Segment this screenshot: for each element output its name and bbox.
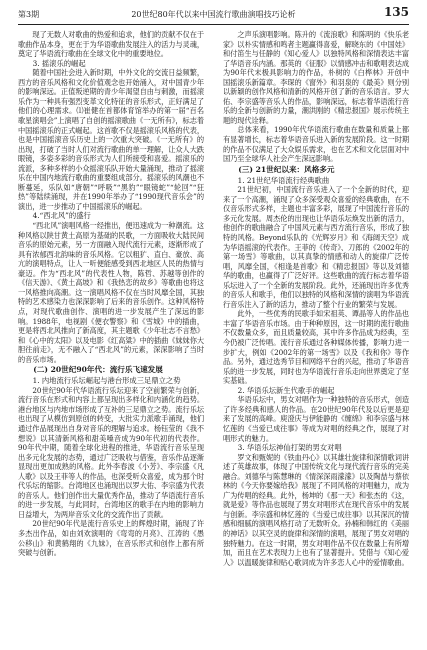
body-paragraph: 21世纪初，中国流行音乐进入了一个全新的时代，迎来了一个高潮，涌现了众多深受观众喜爱的经典歌曲，在不仅音乐形式多样，主题也丰富多彩，展现了中国流行音乐的多元化发展。周杰伦的出现也让华语乐坛焕发出新的活力，他创作的歌曲融合了中国风元素与西方流行音乐，形成了独特的风格。Beyond乐队的《光辉岁月》和《海阔天空》成为华语摇滚的代表作。王菲的《传奇》、刀郎的《2002年的第一场雪》等歌曲，以其真挚的情感和动人的旋律广泛传唱，风靡全国，《相逢是首歌》和《精忠报国》等以及刘德华的歌曲，也赢得了广泛好评。这些歌曲的流行标志着华语乐坛进入了一个全新的发展阶段。此外，还涌现出许多优秀的音乐人和歌手，他们以独特的风格和深情的演唱为华语流行音乐注入了新的活力，推动了整个行业的繁荣与发展。	[223, 185, 409, 309]
body-paragraph: 罗文和甄妮的《铁血丹心》以其雄壮旋律和深情歌词讲述了英雄故事，体现了中国传统文化与现代流行音乐的完美融合。刘德华与陈慧琳的《情深深雨濛濛》以及陶喆与蔡依林的《今天你要嫁给我》展现了不同风格的对唱魅力，成为广为传唱的经典。此外，杨坤的《那一天》和张杰的《这，就是爱》等作品也展现了男女对唱形式在现代音乐中的发展与创新。李宗盛和林忆莲的《当爱已成往事》以其深沉的情感和细腻的演唱风格打动了无数听众。孙楠和韩红的《美丽的神话》以其空灵的旋律和深情的演唱，展现了男女对唱的独特魅力。在这一时期，男女对唱作品不仅在数量上有所增加，而且在艺术表现力上也有了显著提升。凭借与《知心爱人》以温暖旋律和贴心歌词成为许多恋人心中的爱情歌曲。	[223, 452, 409, 567]
subsection-heading: 3. 摇滚乐的崛起	[32, 58, 86, 68]
section-heading: (二) 20世纪90年代：流行乐飞速发展	[33, 365, 163, 375]
body-paragraph: 华语乐坛中，男女对唱作为一种独特的音乐形式，创造了许多经典和感人的作品。在20世纪90年代及以后更是迎来了发展的高峰。庾澄庆与伊能静的《缠绵》和李宗盛与林忆莲的《当爱已成往事》等成为对唱的经典之作，展现了对唱形式的魅力。	[223, 395, 409, 443]
subsection-heading: 3. 华语乐坛神仙打架的男女对唱	[237, 443, 342, 453]
body-paragraph: 20世纪90年代是流行音乐史上的辉煌时期，涌现了许多杰出作品，如由刘欢演唱的《弯弯的月亮》、江涛的《愚公移山》和黄鹤翔的《九妹》，在音乐形式和创作上都有所突破与创新。	[18, 519, 204, 558]
page-number: 135	[383, 5, 409, 19]
body-paragraph: 总体来看，1990年代华语流行歌曲在数量和质量上都有显著增长，标志着华语音乐进入新的发展阶段。这一时期的作品不仅满足了大众娱乐需求，也在艺术和文化层面对中国乃至全球华人社会产生深远影响。	[223, 125, 409, 164]
body-paragraph: 此外，一些优秀的民歌手如宋祖英、谭晶等人的作品也丰富了华语音乐市场。由于种种原因，这一时期的流行歌曲不仅数量众多，而且质量较高，其中许多作品成为经典，至今仍被广泛传唱。流行音乐通过各种媒体传播，影响力进一步扩大，例如《2002年的第一场雪》以及《我和你》等作品。另外，通过选秀节目和网络平台的兴起，推动了华语音乐的进一步发展，同时也为华语流行音乐走向世界奠定了坚实基础。	[223, 309, 409, 386]
body-paragraph: 随着中国社会进入新时期，中外文化的交流日益频繁，西方的音乐风格和文化价值观念也开始涌入，对中国青少年的影响深远。正值叛逆期的青少年渴望自由与刺激，而摇滚乐作为一种具有强烈变革文化特征的音乐形式，正好满足了他们的心理需求。⑴崔健在首都体育馆举办的第一届“百名歌星演唱会”上演唱了自创的摇滚歌曲《一无所有》，标志着中国摇滚乐的正式崛起。这首歌不仅是摇滚乐风格的代表，也是中国摇滚音乐历史上的一次重大突破。《一无所有》的出现，打破了当时人们对流行歌曲的单一理解，让众人大跌眼镜，多姿多彩的音乐形式为人们所接受和喜爱。摇滚乐的流派，多种多样的小众摇滚乐队开始大量涌现，推动了摇滚乐在中国内地流行歌曲的重要组成部分。摇滚乐的风潮也不断蔓延，乐队如“唐朝”“呼吸”“黑豹”“眼镜蛇”“轮回”“狂热”等陆续涌现，并在1990年举办了“1990现代音乐会”的演出，进一步推动了中国摇滚乐的崛起。	[18, 68, 204, 211]
right-column	[223, 30, 409, 642]
subsection-heading: 1. 21世纪华语流行经典歌曲	[237, 175, 330, 185]
section-heading: (三) 21世纪以来：风格多元	[238, 164, 335, 174]
running-title: 20世纪80年代以来中国流行歌曲演唱技巧论析	[131, 10, 296, 19]
left-column	[18, 30, 204, 642]
page-header	[18, 5, 409, 22]
subsection-heading: 4.“西北风”的盛行	[32, 211, 91, 221]
issue-number: 第3期	[18, 10, 40, 19]
subsection-heading: 1. 内地流行乐坛崛起与港台形成三足鼎立之势	[32, 376, 181, 386]
body-paragraph: 之声乐演唱影响。陈升的《流浪歌》和陈明的《快乐老家》以朴实情感和鸣者主题赢得喜爱，解晓东的《中国娃》和付笛生与任静的《知心爱人》以独特风格和深情表达丰富了华语音乐内涵。那英的《征服》以情感冲击和歌唱表达成为90年代末极具影响力的作品，朴树的《白桦林》开创中国摇滚乐新篇章。李琛的《窗外》和羽泉的《最美》则分别以新颖的创作风格和清新的风格开创了新的音乐语言。罗大佑、李宗盛等音乐人的作品，影响深远，标志着华语流行音乐的全新与创新的力量，潮洪刚的《精忠报国》展示传统主题的现代诠释。	[223, 30, 409, 125]
subsection-heading: 2. 华语乐坛新生代歌手的崛起	[237, 385, 335, 395]
body-paragraph: “西北风”演唱风格一经推出，便迅速成为一种潮流。这种风格以陕甘黄土高原为基础的民歌，一方面吸收大陆民间音乐的原始元素，另一方面融入现代流行元素，逐渐形成了具有浓郁西北韵味的音乐风格。它以粗犷、直白、豪放、高亢的演唱特点，让人一听便能感受到西北地区人民的热情与豪迈。作为“西北风”的代表性人物，陈哲、苏越等创作的《信天游》、《黄土高坡》和《我热恋的故乡》等歌曲也将这一风格推向高潮。这一演唱风格不仅在当时风靡全国，其独特的艺术感染力也深深影响了后来的音乐创作。这种风格特点，对现代歌曲创作、演唱的进一步发展产生了深远的影响。1988年，电视剧《便衣警察》和《雪城》中的插曲，更是将西北风推向了新高度，其主题歌《少年壮志不言愁》和《心中的太阳》以及电影《红高粱》中的插曲《妹妹你大胆往前走》，无不融入了“西北风”的元素，深深影响了当时的音乐市场。	[18, 221, 204, 364]
header-rule	[18, 24, 409, 25]
body-paragraph: 20世纪90年代华语流行乐坛迎来了空前繁荣与创新，流行音乐在形式和内容上都呈现出多样化和内涵化的趋势。港台地区与内地市场形成了互补的三足鼎立之势。流行乐坛也出现了从模仿到原创的转变，大批实力派歌手涌现，他们通过作品展现出自身对音乐的理解与追求。杨钰莹的《我不想说》以其清新风格和甜美嗓音成为90年代初的代表作。90年代中期，随着全球化进程的推进，华语流行音乐呈现出多元化发展的态势，通过广泛吸收与借鉴，音乐作品逐渐显现出更加成熟的风格。此外李春波《小芳》、李宗盛《凡人歌》以及王菲等人的作品，也深受听众喜爱，成为那个时代乐坛的缩影。台湾地区也涌现出以罗大佑、李宗盛为代表的音乐人。他们创作出大量优秀作品，推动了华语流行音乐的进一步发展，与此同时，台湾地区的歌手在内地的影响力日益增大，为两岸音乐文化的交流作出了贡献。	[18, 385, 204, 519]
body-paragraph: 现了无数人对歌曲的热爱和追求，他们的贡献不仅在于歌曲作品本身，更在于为华语歌曲发展注入的活力与灵魂，奠定了华语流行歌曲在全球文化中的重要地位。	[18, 30, 204, 59]
